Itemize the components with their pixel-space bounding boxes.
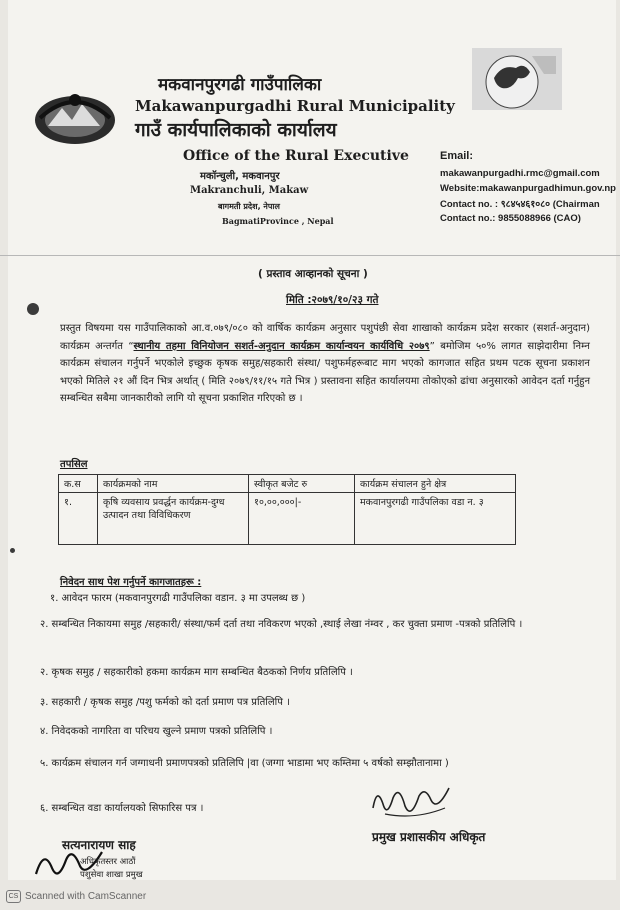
col-header-program: कार्यक्रमको नाम xyxy=(98,475,249,493)
procedure-name: स्थानीय तहमा विनियोजन सशर्त-अनुदान कार्यक्रम कार्यान्वयन कार्यविधि २०७९ xyxy=(133,340,430,352)
scanner-text: Scanned with CamScanner xyxy=(25,891,147,903)
program-table xyxy=(58,474,516,545)
notice-body-part2: ” बमोजिम ५०% लागत साझेदारीमा निम्न कार्यक्रम संचालन गर्नुपर्ने भएकोले इच्छुक कृषक समुह/सहकारी संस्था/ पशुफर्महरूबाट माग भएको कागजात सहित प्रथम पटक सूचना प्रकाशन भएको मितिले २१ औं दिन भित्र अर्थात् ( मिति २०७९/११/१५ गते भित्र ) प्रस्तावना सहित कार्यालयमा तोकोएको ढांचा अनुसारको आवेदन दर्ता गर्नुहुन सम्बन्धित सबैमा जानकारीको लागि यो सूचना प्रकाशित गरिएको छ । xyxy=(60,340,590,404)
municipality-emblem-icon xyxy=(30,88,120,150)
email-label: Email: xyxy=(440,150,474,162)
address-en: Makranchuli, Makaw xyxy=(190,185,309,196)
signatory-left-title2: पशुसेवा शाखा प्रमुख xyxy=(80,870,143,880)
scan-dot xyxy=(10,548,15,553)
notice-body-part1: प्रस्तुत विषयमा यस गाउँपालिकाको आ.व.०७९/०८० को वार्षिक कार्यक्रम अनुसार पशुपंछी सेवा शाखाको कार्यक्रम प्रदेश सरकार (सशर्त-अनुदान) कार्यक्रम अन्तर्गत “ xyxy=(60,323,590,352)
province-en: BagmatiProvince , Nepal xyxy=(222,216,334,226)
office-name-np: गाउँ कार्यपालिकाको कार्यालय xyxy=(135,119,337,141)
documents-heading: निवेदन साथ पेश गर्नुपर्ने कागजातहरू : xyxy=(60,577,202,588)
table-row xyxy=(59,493,516,545)
scanner-watermark xyxy=(6,890,146,903)
email-link[interactable]: makawanpurgadhi.rmc@gmail.com xyxy=(440,168,600,179)
punch-hole xyxy=(27,303,39,315)
document-item-2: २. सम्बन्धित निकायमा समुह /सहकारी/ संस्था/फर्म दर्ता तथा नविकरण भएको ,स्थाई लेखा नंम्वर , कर चुक्ता प्रमाण -पत्रको प्रतिलिपि । xyxy=(40,619,523,630)
address-np: मकॉन्चुली, मकवानपुर xyxy=(200,171,280,182)
cell-area: मकवानपुरगढी गाउँपलिका वडा न. ३ xyxy=(355,493,516,545)
province-np: बागमती प्रदेश, नेपाल xyxy=(218,202,280,211)
signatory-left-title1: अधिकृतस्तर आठौं xyxy=(80,857,136,867)
notice-body xyxy=(60,320,590,408)
contact-cao: Contact no.: 9855088966 (CAO) xyxy=(440,213,581,224)
office-name-en: Office of the Rural Executive xyxy=(183,148,409,164)
header-divider xyxy=(0,255,620,256)
document-item-3: २. कृषक समुह / सहकारीको हकमा कार्यक्रम माग सम्बन्धित बैठकको निर्णय प्रतिलिपि । xyxy=(40,667,353,678)
cell-program: कृषि व्यवसाय प्रवर्द्धन कार्यक्रम-दुग्ध उत्पादन तथा विविधिकरण xyxy=(98,493,249,545)
cell-budget: १०,००,०००|- xyxy=(249,493,355,545)
col-header-sn: क.स xyxy=(59,475,98,493)
document-item-6: ५. कार्यक्रम संचालन गर्न जग्गाधनी प्रमाणपत्रको प्रतिलिपि |वा (जग्गा भाडामा भए कम्तिमा ५ वर्षको सम्झौतानामा ) xyxy=(40,758,449,769)
notice-date: मिति :२०७९/१०/२३ गते xyxy=(286,294,379,306)
cell-sn: १. xyxy=(59,493,98,545)
col-header-budget: स्वीकृत बजेट रु xyxy=(249,475,355,493)
signatory-left-name: सत्यनारायण साह xyxy=(62,838,136,852)
municipality-name-en: Makawanpurgadhi Rural Municipality xyxy=(135,97,455,115)
signature-mark-right xyxy=(365,778,455,826)
document-item-4: ३. सहकारी / कृषक समुह /पशु फर्मको को दर्ता प्रमाण पत्र प्रतिलिपि । xyxy=(40,697,290,708)
col-header-area: कार्यक्रम संचालन हुने क्षेत्र xyxy=(355,475,516,493)
camscanner-logo-icon: CS xyxy=(6,890,21,903)
document-item-7: ६. सम्बन्धित वडा कार्यालयको सिफारिस पत्र । xyxy=(40,803,204,814)
document-item-1: १. आवेदन फारम (मकवानपुरगढी गाउँपलिका वडान. ३ मा उपलब्ध छ ) xyxy=(50,593,306,604)
signatory-right-title: प्रमुख प्रशासकीय अधिकृत xyxy=(372,830,486,844)
globe-icon xyxy=(472,48,562,110)
details-heading: तपसिल xyxy=(60,459,88,470)
contact-chairman: Contact no. : ९८४५४६१०८० (Chairman xyxy=(440,199,600,210)
website-link[interactable]: Website:makawanpurgadhimun.gov.np xyxy=(440,183,616,194)
document-item-5: ४. निवेदकको नागरिता वा परिचय खुल्ने प्रमाण पत्रको प्रतिलिपि । xyxy=(40,726,273,737)
table-header-row xyxy=(59,475,516,493)
municipality-name-np: मकवानपुरगढी गाउँपालिका xyxy=(158,75,322,95)
notice-title: ( प्रस्ताव आव्हानको सूचना ) xyxy=(258,268,368,280)
